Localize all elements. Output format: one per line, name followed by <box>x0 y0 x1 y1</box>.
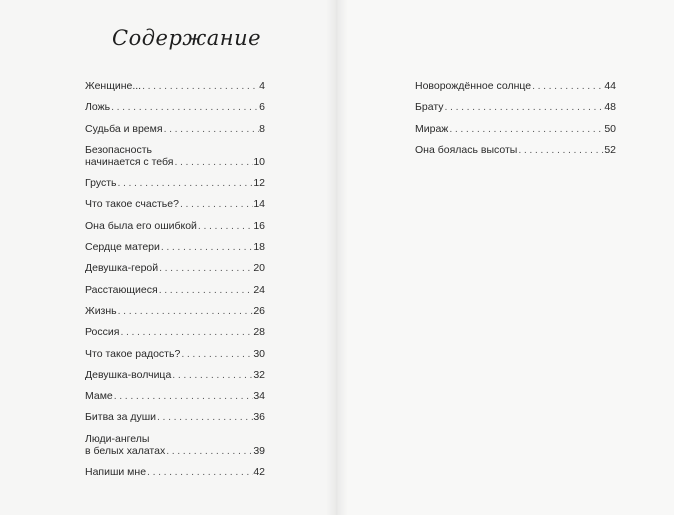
toc-entry-page: 50 <box>604 122 616 135</box>
toc-entry-title: Женщине... <box>85 80 142 92</box>
toc-entry-title: Она была его ошибкой <box>85 219 197 232</box>
toc-dot-leader <box>158 284 254 296</box>
toc-entry-page: 28 <box>253 326 265 339</box>
toc-entry <box>415 101 616 113</box>
toc-entry-title: Россия <box>85 326 120 339</box>
toc-entry-title: Напиши мне <box>85 466 147 479</box>
toc-entry-page: 52 <box>604 143 616 156</box>
toc-dot-leader <box>117 305 254 317</box>
toc-entry <box>415 123 616 135</box>
toc-list-left <box>85 80 265 487</box>
toc-entry-page: 24 <box>253 283 265 296</box>
toc-dot-leader <box>197 220 253 232</box>
toc-entry-page: 4 <box>259 80 265 92</box>
toc-entry-title: Маме <box>85 390 113 403</box>
toc-entry-title: Она боялась высоты <box>415 143 518 156</box>
toc-entry-page: 16 <box>253 219 265 232</box>
toc-dot-leader <box>444 101 605 113</box>
toc-entry-page: 48 <box>604 101 616 114</box>
toc-entry <box>85 80 265 92</box>
toc-entry <box>415 144 616 156</box>
toc-dot-leader <box>156 411 253 423</box>
toc-entry <box>85 101 265 113</box>
toc-entry-page: 20 <box>253 262 265 275</box>
toc-title: Содержание <box>112 26 262 50</box>
toc-entry-page: 42 <box>253 466 265 479</box>
toc-entry <box>85 198 265 210</box>
toc-entry-title: Грусть <box>85 177 117 190</box>
toc-dot-leader <box>160 241 253 253</box>
toc-entry <box>85 262 265 274</box>
toc-dot-leader <box>165 445 253 457</box>
toc-entry <box>85 123 265 135</box>
toc-entry-page: 36 <box>253 411 265 424</box>
toc-entry-page: 10 <box>253 155 265 168</box>
toc-entry-title: Что такое радость? <box>85 347 181 360</box>
toc-entry-title: Безопасность начинается с тебя <box>85 143 174 168</box>
toc-entry-page: 8 <box>259 122 265 135</box>
toc-dot-leader <box>158 262 253 274</box>
toc-entry-title: Жизнь <box>85 304 117 317</box>
toc-dot-leader <box>173 156 253 168</box>
toc-list-right <box>415 80 616 165</box>
toc-entry-page: 14 <box>253 198 265 211</box>
toc-entry-title: Ложь <box>85 101 111 114</box>
toc-entry-title: Битва за души <box>85 411 157 424</box>
toc-entry <box>85 241 265 253</box>
toc-dot-leader <box>180 348 253 360</box>
toc-entry-title: Новорождённое солнце <box>415 80 532 92</box>
toc-entry-title: Мираж <box>415 122 449 135</box>
toc-dot-leader <box>163 123 260 135</box>
toc-entry-page: 34 <box>253 390 265 403</box>
toc-dot-leader <box>171 369 253 381</box>
toc-entry-page: 6 <box>259 101 265 114</box>
toc-entry <box>85 144 265 168</box>
toc-dot-leader <box>146 466 253 478</box>
toc-dot-leader <box>116 177 253 189</box>
toc-entry <box>85 177 265 189</box>
toc-entry <box>85 326 265 338</box>
toc-entry <box>85 369 265 381</box>
toc-dot-leader <box>110 101 259 113</box>
toc-dot-leader <box>179 198 253 210</box>
toc-entry-page: 30 <box>253 347 265 360</box>
toc-entry-page: 32 <box>253 368 265 381</box>
toc-entry <box>85 390 265 402</box>
toc-entry-page: 39 <box>253 444 265 457</box>
toc-entry <box>85 220 265 232</box>
toc-entry-page: 44 <box>604 80 616 92</box>
book-gutter <box>326 0 348 515</box>
toc-entry-title: Сердце матери <box>85 241 160 254</box>
toc-entry <box>85 411 265 423</box>
toc-entry-page: 12 <box>253 177 265 190</box>
toc-entry <box>85 305 265 317</box>
toc-dot-leader <box>531 80 604 92</box>
toc-entry <box>85 433 265 457</box>
toc-dot-leader <box>517 144 604 156</box>
toc-entry-title: Люди-ангелы в белых халатах <box>85 432 166 457</box>
toc-dot-leader <box>119 326 253 338</box>
toc-entry-title: Девушка-волчица <box>85 368 172 381</box>
toc-entry-title: Судьба и время <box>85 122 163 135</box>
toc-entry-page: 26 <box>253 304 265 317</box>
toc-entry <box>85 284 265 296</box>
toc-dot-leader <box>141 80 259 92</box>
right-page <box>337 0 674 515</box>
toc-entry-title: Девушка-герой <box>85 262 159 275</box>
toc-dot-leader <box>448 123 604 135</box>
toc-entry-page: 18 <box>253 241 265 254</box>
toc-entry <box>85 348 265 360</box>
toc-entry <box>85 466 265 478</box>
toc-entry-title: Что такое счастье? <box>85 198 179 211</box>
toc-dot-leader <box>113 390 254 402</box>
toc-entry <box>415 80 616 92</box>
toc-entry-title: Расстающиеся <box>85 283 158 296</box>
toc-entry-title: Брату <box>415 101 444 114</box>
